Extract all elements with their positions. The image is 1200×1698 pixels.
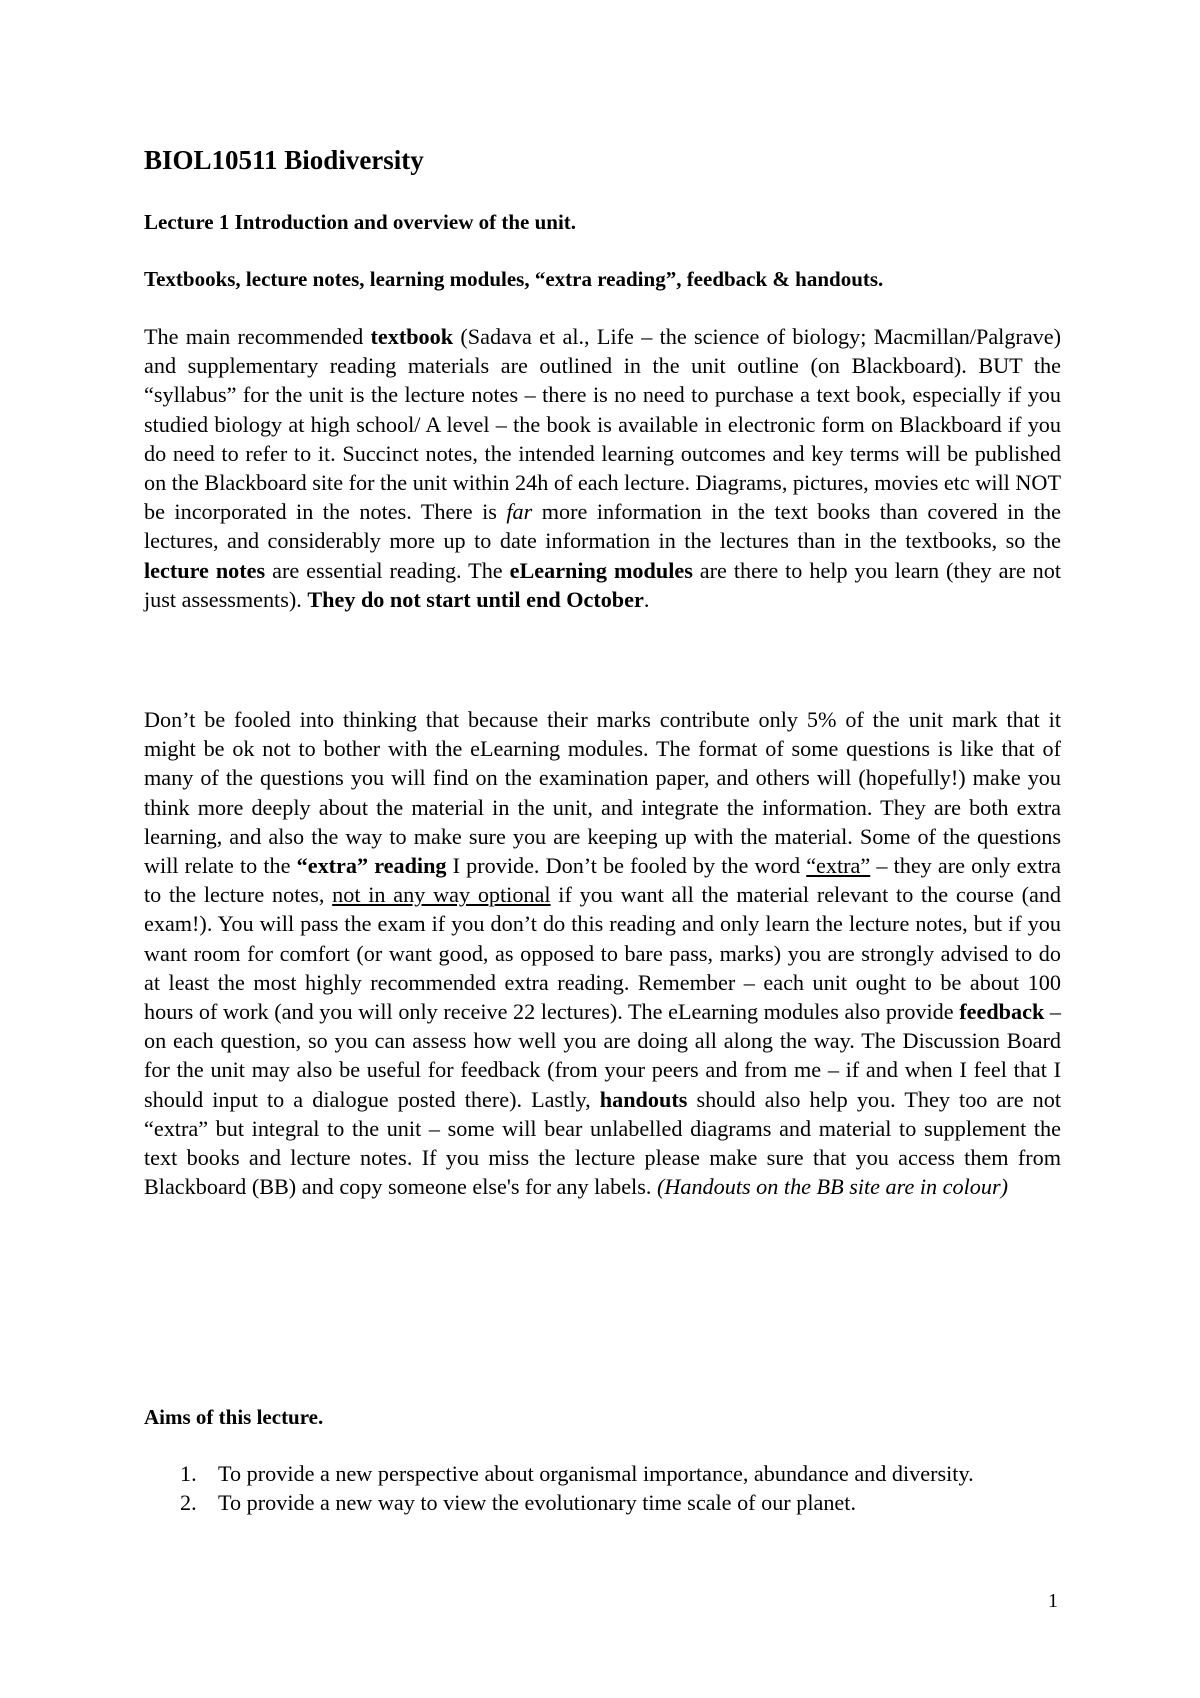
text-run: I provide. Don’t be fooled by the word (446, 853, 807, 879)
bold-note-start-date: They do not start until end October (307, 586, 644, 612)
document-page (144, 0, 1061, 1698)
page-number: 1 (1048, 1590, 1058, 1612)
lecture-heading: Lecture 1 Introduction and overview of the unit. (144, 210, 577, 234)
bold-term-extra-reading: “extra” reading (296, 853, 447, 879)
underlined-term-extra: “extra” (806, 853, 871, 879)
bold-term-lecture-notes: lecture notes (144, 557, 266, 583)
textbooks-heading: Textbooks, lecture notes, learning modules, “extra reading”, feedback & handouts. (144, 267, 884, 291)
text-run: Don’t be fooled into thinking that because their marks contribute only 5% of the unit mark that it might be ok not to bother with the eLearning modules. The format of some questions is like that of many of the questions you will find on the examination paper, and others will (hopefully!) make you think more deeply about the material in the unit, and integrate the information. They are both extra learning, and also the way to make sure you are keeping up with the material. Some of the questions will relate to the (144, 707, 1061, 879)
bold-term-handouts: handouts (599, 1086, 688, 1112)
aims-heading: Aims of this lecture. (144, 1405, 324, 1429)
underlined-term-not-optional: not in any way optional (332, 882, 551, 908)
bold-term-elearning-modules: eLearning modules (509, 557, 693, 583)
document-title: BIOL10511 Biodiversity (144, 145, 424, 175)
text-run: – on each question, so you can assess how well you are doing all along the way. The Discussion Board for the unit may also be useful for feedback (from your peers and from me – if and when I feel that I should input to a dialogue posted there). Lastly, (144, 999, 1061, 1112)
aims-list (144, 1459, 1061, 1517)
paragraph-textbooks (144, 322, 1061, 614)
list-item-text: To provide a new perspective about organismal importance, abundance and diversity. (218, 1461, 974, 1486)
text-run: are there to help you learn (they are not just assessments). (144, 557, 1061, 612)
text-run: are essential reading. The (265, 557, 510, 583)
bold-term-feedback: feedback (959, 999, 1045, 1025)
italic-term-far: far (506, 499, 533, 525)
text-run: . (643, 586, 650, 612)
text-run: if you want all the material relevant to the course (and exam!). You will pass the exam if you don’t do this reading and only learn the lecture notes, but if you want room for comfort (or want good, as opposed to bare pass, marks) you are strongly advised to do at least the most highly recommended extra reading. Remember – each unit ought to be about 100 hours of work (and you will only receive 22 lectures). The eLearning modules also provide (144, 882, 1062, 1025)
paragraph-elearning (144, 705, 1061, 1201)
text-run: more information in the text books than covered in the lectures, and considerably more up to date information in the lectures than in the textbooks, so the (144, 499, 1061, 554)
list-item (144, 1459, 1061, 1488)
italic-note-handouts-colour: (Handouts on the BB site are in colour) (656, 1174, 1008, 1200)
text-run: – they are only extra to the lecture notes, (144, 853, 1061, 908)
text-run: (Sadava et al., Life – the science of biology; Macmillan/Palgrave) and supplementary reading materials are outlined in the unit outline (on Blackboard). BUT the “syllabus” for the unit is the lecture notes – there is no need to purchase a text book, especially if you studied biology at high school/ A level – the book is available in electronic form on Blackboard if you do need to refer to it. Succinct notes, the intended learning outcomes and key terms will be published on the Blackboard site for the unit within 24h of each lecture. Diagrams, pictures, movies etc will NOT be incorporated in the notes. There is (144, 324, 1061, 525)
list-item-number: 2. (180, 1490, 197, 1516)
bold-term-textbook: textbook (370, 324, 454, 349)
list-item-text: To provide a new way to view the evolutionary time scale of our planet. (218, 1490, 856, 1516)
list-item-number: 1. (180, 1461, 197, 1486)
text-run: The main recommended (144, 324, 371, 349)
text-run: should also help you. They too are not “extra” but integral to the unit – some will bear unlabelled diagrams and material to supplement the text books and lecture notes. If you miss the lecture please make sure that you access them from Blackboard (BB) and copy someone else's for any labels. (144, 1086, 1061, 1200)
list-item (144, 1488, 1061, 1517)
